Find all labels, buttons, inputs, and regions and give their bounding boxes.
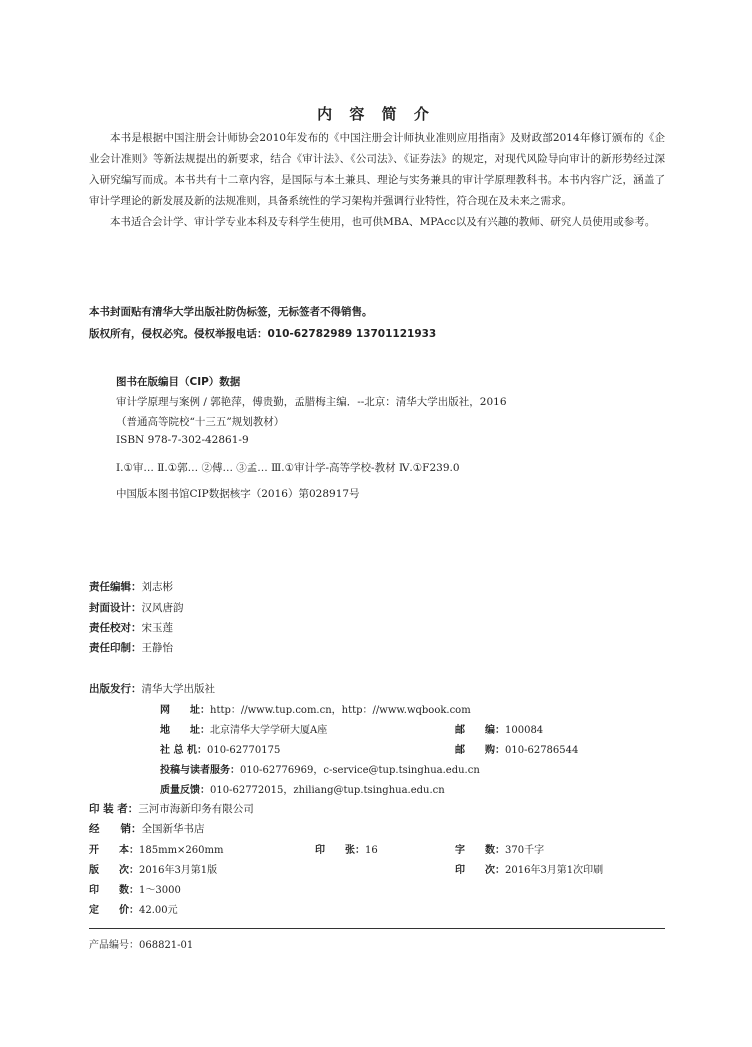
distributor-value: 全国新华书店 — [141, 823, 205, 835]
copyright-notice: 版权所有，侵权必究。侵权举报电话：010-62782989 13701121933 — [89, 328, 437, 340]
format-value: 185mm×260mm — [139, 845, 224, 856]
editor-value: 宋玉莲 — [141, 622, 173, 634]
editor-label: 封面设计： — [89, 602, 142, 614]
quality-row — [160, 781, 445, 796]
distributor-row — [89, 821, 205, 836]
editor-label: 责任印制： — [89, 642, 142, 654]
edition-label: 版 次： — [89, 865, 139, 876]
editor-row — [89, 579, 173, 594]
printer-value: 三河市海新印务有限公司 — [138, 803, 254, 815]
cip-isbn: ISBN 978-7-302-42861-9 — [116, 434, 249, 446]
sheets-row — [315, 841, 378, 856]
quality-value: 010-62772015，zhiliang@tup.tsinghua.edu.cn — [210, 785, 445, 796]
format-row — [89, 841, 223, 856]
page-title: 内 容 简 介 — [317, 105, 435, 123]
words-label: 字 数： — [455, 845, 505, 856]
price-value: 42.00元 — [139, 905, 178, 916]
service-label: 投稿与读者服务： — [160, 765, 240, 776]
printer-row — [89, 801, 254, 816]
publisher-row — [89, 681, 215, 696]
zip-row — [455, 721, 543, 736]
switchboard-value: 010-62770175 — [206, 745, 281, 756]
copies-row — [89, 881, 181, 896]
website-label: 网 址： — [160, 705, 210, 716]
editor-label: 责任校对： — [89, 622, 142, 634]
cip-line: （普通高等院校“十三五”规划教材） — [116, 416, 285, 428]
printing-label: 印 次： — [455, 865, 505, 876]
format-label: 开 本： — [89, 845, 139, 856]
cip-line: 审计学原理与案例 / 郭艳萍，傅贵勤，孟腊梅主编．--北京：清华大学出版社，2016 — [116, 396, 507, 408]
publisher-label: 出版发行： — [89, 683, 142, 695]
service-value: 010-62776969，c-service@tup.tsinghua.edu.cn — [240, 765, 480, 776]
edition-row — [89, 861, 217, 876]
switchboard-row — [160, 741, 280, 756]
intro-text — [89, 128, 665, 233]
editor-row — [89, 640, 173, 655]
editor-label: 责任编辑： — [89, 581, 142, 593]
distributor-label: 经 销： — [89, 823, 142, 835]
words-row — [455, 841, 544, 856]
cip-classification: Ⅰ.①审… Ⅱ.①郭… ②傅… ③孟… Ⅲ.①审计学-高等学校-教材 Ⅳ.①F239.0 — [116, 462, 460, 474]
publisher-name: 清华大学出版社 — [141, 683, 215, 695]
cip-title: 图书在版编目（CIP）数据 — [116, 376, 241, 388]
printer-label: 印 装 者： — [89, 803, 139, 815]
zip-label: 邮 编： — [455, 725, 505, 736]
editor-value: 汉风唐韵 — [141, 602, 184, 614]
address-value: 北京清华大学学研大厦A座 — [210, 725, 328, 736]
editor-row — [89, 620, 173, 635]
copies-value: 1～3000 — [139, 885, 181, 896]
intro-paragraph: 本书适合会计学、审计学专业本科及专科学生使用，也可供MBA、MPAcc以及有兴趣的教师、研究人员使用或参考。 — [110, 216, 656, 228]
mail-order-row — [455, 741, 578, 756]
sheets-label: 印 张： — [315, 845, 365, 856]
editor-value: 刘志彬 — [141, 581, 173, 593]
address-label: 地 址： — [160, 725, 210, 736]
printing-value: 2016年3月第1次印刷 — [505, 865, 604, 876]
switchboard-label: 社 总 机： — [160, 745, 207, 756]
intro-paragraph: 本书是根据中国注册会计师协会2010年发布的《中国注册会计师执业准则应用指南》及财政部2014年修订颁布的《企业会计准则》等新法规提出的新要求，结合《审计法》、《公司法》、《证券法》的规定，对现代风险导向审计的新形势经过深入研究编写而成。本书共有十二章内容，是国际与本土兼具、理论与实务兼具的审计学原理教科书。本书内容广泛，涵盖了审计学理论的新发展及新的法规准则，具备系统性的学习架构并强调行业特性，符合现在及未来之需求。 — [89, 132, 665, 207]
editor-row — [89, 600, 184, 615]
anti-counterfeit-notice: 本书封面贴有清华大学出版社防伪标签，无标签者不得销售。 — [89, 306, 373, 318]
divider — [89, 928, 665, 929]
printing-row — [455, 861, 603, 876]
price-row — [89, 901, 178, 916]
zip-value: 100084 — [505, 725, 544, 736]
words-value: 370千字 — [505, 845, 545, 856]
edition-value: 2016年3月第1版 — [139, 865, 218, 876]
quality-label: 质量反馈： — [160, 785, 210, 796]
mail-order-label: 邮 购： — [455, 745, 505, 756]
price-label: 定 价： — [89, 905, 139, 916]
service-row — [160, 761, 480, 776]
copies-label: 印 数： — [89, 885, 139, 896]
cip-record: 中国版本图书馆CIP数据核字（2016）第028917号 — [116, 488, 360, 500]
product-code: 产品编号：068821-01 — [89, 940, 194, 951]
editor-value: 王静怡 — [141, 642, 173, 654]
website-value: http：//www.tup.com.cn，http：//www.wqbook.com — [210, 705, 471, 716]
sheets-value: 16 — [365, 845, 378, 856]
address-row — [160, 721, 327, 736]
mail-order-value: 010-62786544 — [505, 745, 579, 756]
website-row — [160, 701, 471, 716]
